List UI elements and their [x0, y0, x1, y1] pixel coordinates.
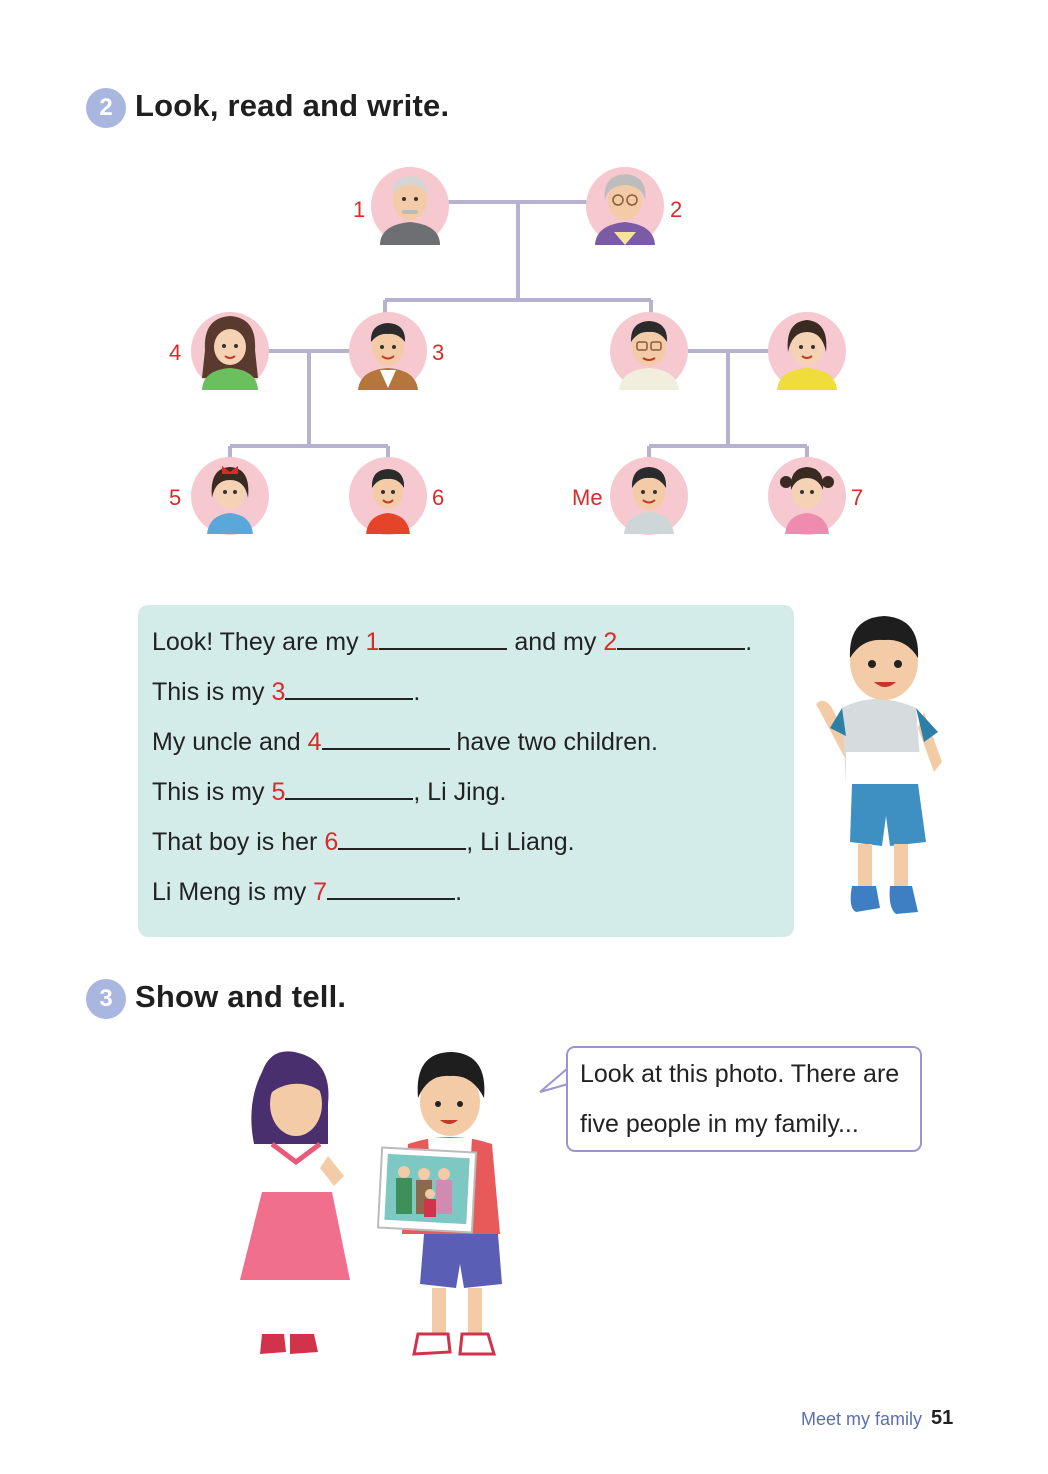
- label-grandma: 2: [670, 197, 683, 222]
- blank-number: 4: [307, 728, 322, 756]
- footer-unit-title: Meet my family: [801, 1409, 923, 1429]
- section-number: 2: [99, 94, 113, 121]
- avatar-grandma: [586, 167, 664, 245]
- line-text: .: [745, 628, 753, 656]
- line-text: .: [413, 678, 421, 706]
- exercise-line-2: [152, 677, 420, 707]
- line-text: Look! They are my: [152, 628, 366, 656]
- avatar-uncle: [349, 312, 427, 390]
- section-title: Look, read and write.: [135, 88, 450, 123]
- blank-field[interactable]: [617, 628, 745, 650]
- line-text: and my: [507, 628, 604, 656]
- avatar-cousin-girl: [191, 457, 269, 535]
- line-text: That boy is her: [152, 828, 325, 856]
- bubble-line-1: Look at this photo. There are: [580, 1060, 900, 1088]
- avatar-aunt: [191, 312, 269, 390]
- exercise-line-1: [152, 627, 752, 657]
- line-text: This is my: [152, 778, 272, 806]
- boy-illustration: [806, 612, 952, 932]
- label-grandpa: 1: [353, 197, 366, 222]
- blank-number: 5: [271, 778, 286, 806]
- blank-number: 1: [365, 628, 380, 656]
- label-me: Me: [572, 485, 603, 510]
- label-uncle: 3: [432, 340, 445, 365]
- blank-field[interactable]: [338, 828, 466, 850]
- speech-bubble: [566, 1046, 922, 1152]
- tree-connectors: [230, 202, 807, 462]
- blank-number: 7: [313, 878, 328, 906]
- line-text: , Li Liang.: [466, 828, 575, 856]
- blank-field[interactable]: [327, 878, 455, 900]
- avatar-me: [610, 457, 688, 535]
- avatar-mother: [768, 312, 846, 390]
- section-number-badge: [86, 979, 126, 1019]
- blank-number: 2: [603, 628, 618, 656]
- line-text: , Li Jing.: [413, 778, 507, 806]
- label-aunt: 4: [169, 340, 182, 365]
- avatar-father: [610, 312, 688, 390]
- avatar-grandpa: [371, 167, 449, 245]
- line-text: This is my: [152, 678, 272, 706]
- family-tree: [0, 0, 1048, 560]
- line-text: .: [455, 878, 463, 906]
- exercise-line-3: [152, 727, 658, 757]
- kids-illustration: [232, 1044, 522, 1364]
- page-number: 51: [931, 1407, 954, 1429]
- blank-field[interactable]: [379, 628, 507, 650]
- exercise-line-6: [152, 877, 462, 907]
- label-cousin-girl: 5: [169, 485, 182, 510]
- blank-field[interactable]: [322, 728, 450, 750]
- exercise-panel: [138, 605, 794, 937]
- exercise-line-4: [152, 777, 506, 807]
- blank-field[interactable]: [285, 778, 413, 800]
- blank-field[interactable]: [285, 678, 413, 700]
- blank-number: 3: [271, 678, 286, 706]
- line-text: My uncle and: [152, 728, 308, 756]
- avatar-sister: [768, 457, 846, 535]
- line-text: have two children.: [449, 728, 658, 756]
- bubble-line-2: five people in my family...: [580, 1110, 859, 1138]
- label-sister: 7: [851, 485, 864, 510]
- label-cousin-boy: 6: [432, 485, 445, 510]
- blank-number: 6: [324, 828, 339, 856]
- line-text: Li Meng is my: [152, 878, 314, 906]
- section-number: 3: [99, 985, 113, 1012]
- avatar-cousin-boy: [349, 457, 427, 535]
- exercise-line-5: [152, 827, 575, 857]
- section-title: Show and tell.: [135, 979, 347, 1014]
